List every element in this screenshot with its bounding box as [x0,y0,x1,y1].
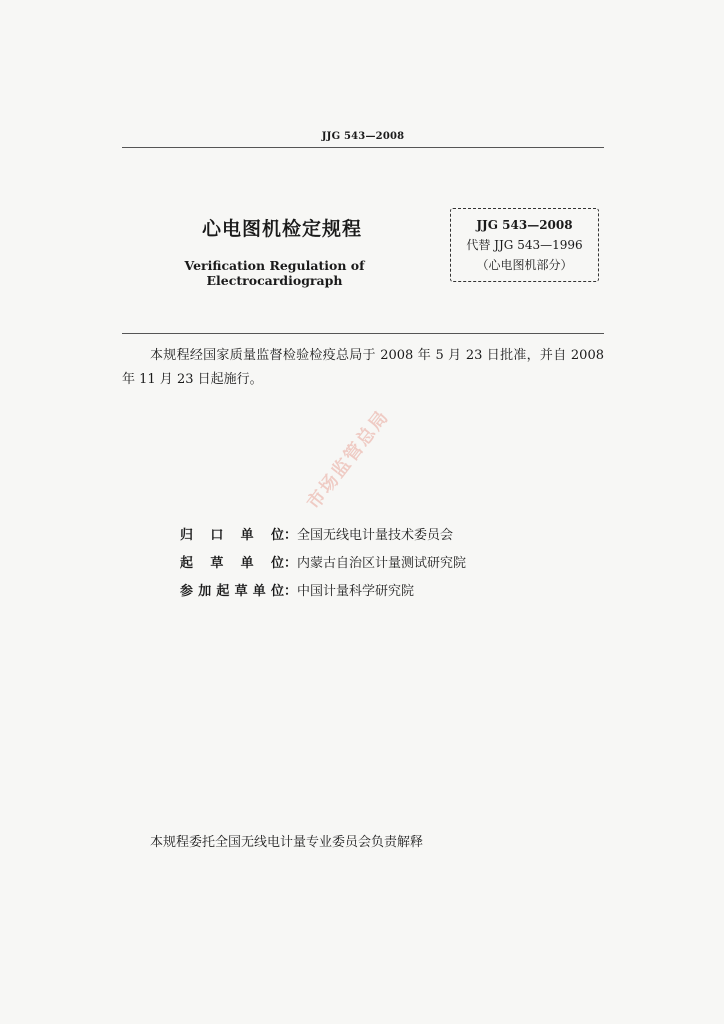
org-label: 归口单位 [180,528,284,543]
running-header: JJG 543—2008 [321,131,405,142]
document-title-en: Verification Regulation of Electrocardiograph [184,258,365,288]
org-value: 内蒙古自治区计量测试研究院 [297,556,467,571]
org-row-responsible: 归口单位：全国无线电计量技术委员会 [180,522,466,550]
org-value: 中国计量科学研究院 [297,584,415,599]
org-label: 参加起草单位 [180,584,284,599]
replaces-code: 代替 JJG 543—1996 [466,238,583,252]
approval-paragraph: 本规程经国家质量监督检验检疫总局于 2008 年 5 月 23 日批准，并自 2008 年 11 月 23 日起施行。 [122,348,604,387]
organization-list [180,522,466,606]
org-value: 全国无线电计量技术委员会 [297,528,454,543]
document-title-zh: 心电图机检定规程 [201,218,362,240]
watermark-stamp: 市场监管总局 [303,405,394,514]
org-row-drafting: 起草单位：内蒙古自治区计量测试研究院 [180,550,466,578]
replaces-scope: （心电图机部分） [476,258,573,272]
standard-code-box [450,208,599,282]
interpretation-note: 本规程委托全国无线电计量专业委员会负责解释 [150,835,424,850]
standard-code: JJG 543—2008 [476,218,573,232]
org-label: 起草单位 [180,556,284,571]
org-row-participating: 参加起草单位：中国计量科学研究院 [180,578,466,606]
section-rule [122,333,604,334]
header-rule [122,147,604,148]
